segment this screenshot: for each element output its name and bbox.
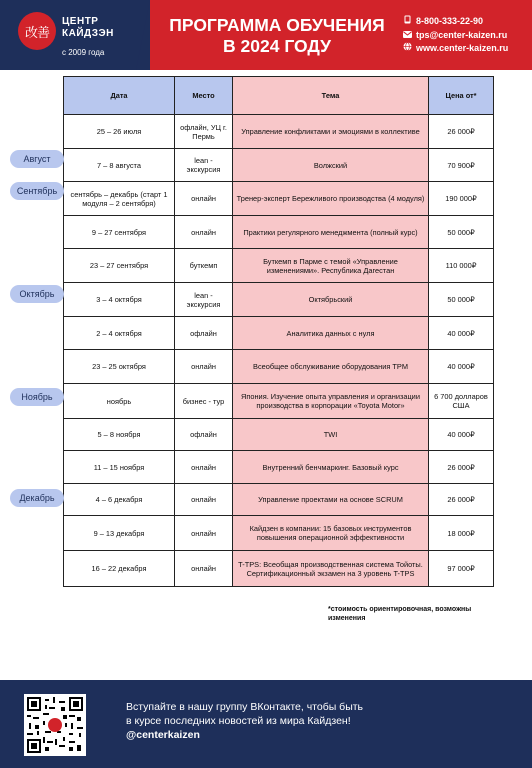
cell-topic: TWI: [233, 419, 429, 451]
cell-date: 11 – 15 ноября: [64, 451, 175, 484]
cell-price: 50 000₽: [429, 216, 494, 249]
footer-line1: Вступайте в нашу группу ВКонтакте, чтобы быть: [126, 701, 364, 713]
cell-date: 23 – 27 сентября: [64, 249, 175, 283]
title-line1: ПРОГРАММА ОБУЧЕНИЯ: [169, 15, 385, 35]
cell-place: онлайн: [175, 182, 233, 216]
table-row: [64, 516, 494, 551]
month-tab-october: Октябрь: [10, 285, 64, 303]
cell-topic: Октябрьский: [233, 283, 429, 317]
cell-topic: Япония. Изучение опыта управления и организации производства в корпорации «Toyota Motor»: [233, 384, 429, 419]
brand-name: [62, 16, 114, 40]
cell-date: 9 – 27 сентября: [64, 216, 175, 249]
brand-name-line1: ЦЕНТР: [62, 16, 99, 27]
cell-date: 7 – 8 августа: [64, 149, 175, 182]
cell-price: 50 000₽: [429, 283, 494, 317]
table-row: [64, 419, 494, 451]
cell-topic: Внутренний бенчмаркинг. Базовый курс: [233, 451, 429, 484]
cell-place: онлайн: [175, 551, 233, 587]
cell-topic: Тренер-эксперт Бережливого производства (4 модуля): [233, 182, 429, 216]
cell-price: 6 700 долларов США: [429, 384, 494, 419]
cell-topic: Аналитика данных с нуля: [233, 317, 429, 350]
schedule-table: [63, 76, 494, 587]
cell-place: буткемп: [175, 249, 233, 283]
table-header-row: [64, 77, 494, 115]
table-row: [64, 249, 494, 283]
cell-price: 40 000₽: [429, 317, 494, 350]
cell-date: 2 – 4 октября: [64, 317, 175, 350]
table-row: [64, 350, 494, 384]
table-row: [64, 216, 494, 249]
cell-topic: T-TPS: Всеобщая производственная система Тойоты. Сертификационный экзамен на 3 уровень T-TPS: [233, 551, 429, 587]
phone-icon: [402, 15, 412, 29]
cell-place: онлайн: [175, 216, 233, 249]
header-wedge: [136, 0, 150, 70]
cell-date: 23 – 25 октября: [64, 350, 175, 384]
table-row: [64, 182, 494, 216]
cell-topic: Управление конфликтами и эмоциями в коллективе: [233, 115, 429, 149]
contacts: [402, 15, 508, 56]
header-date: Дата: [64, 77, 175, 115]
cell-price: 26 000₽: [429, 484, 494, 516]
cell-price: 26 000₽: [429, 115, 494, 149]
email-text: tps@center-kaizen.ru: [416, 29, 508, 40]
footer-cta: [126, 700, 426, 742]
qr-logo-icon: [48, 718, 62, 732]
cell-date: 25 – 26 июля: [64, 115, 175, 149]
cell-place: онлайн: [175, 350, 233, 384]
cell-place: lean - экскурсия: [175, 149, 233, 182]
table-row: [64, 551, 494, 587]
cell-price: 190 000₽: [429, 182, 494, 216]
table-row: [64, 149, 494, 182]
contact-phone[interactable]: [402, 15, 508, 29]
cell-date: 4 – 6 декабря: [64, 484, 175, 516]
cell-price: 26 000₽: [429, 451, 494, 484]
cell-place: онлайн: [175, 484, 233, 516]
vk-handle[interactable]: @centerkaizen: [126, 729, 200, 741]
phone-text: 8-800-333-22-90: [416, 16, 484, 26]
cell-place: бизнес - тур: [175, 384, 233, 419]
table-row: [64, 384, 494, 419]
header-price: Цена от*: [429, 77, 494, 115]
brand-since: с 2009 года: [62, 48, 105, 57]
cell-place: онлайн: [175, 451, 233, 484]
table-row: [64, 484, 494, 516]
table-row: [64, 115, 494, 149]
globe-icon: [402, 42, 412, 56]
cell-topic: Практики регулярного менеджмента (полный курс): [233, 216, 429, 249]
cell-price: 97 000₽: [429, 551, 494, 587]
cell-place: онлайн: [175, 516, 233, 551]
cell-topic: Всеобщее обслуживание оборудования TPM: [233, 350, 429, 384]
title-line2: В 2024 ГОДУ: [223, 36, 331, 56]
cell-date: 9 – 13 декабря: [64, 516, 175, 551]
cell-date: 16 – 22 декабря: [64, 551, 175, 587]
cell-place: офлайн: [175, 419, 233, 451]
cell-price: 110 000₽: [429, 249, 494, 283]
cell-place: офлайн, УЦ г. Пермь: [175, 115, 233, 149]
cell-place: lean - экскурсия: [175, 283, 233, 317]
month-tab-september: Сентябрь: [10, 182, 64, 200]
website-text: www.center-kaizen.ru: [416, 43, 509, 53]
header: [0, 0, 532, 70]
contact-email[interactable]: [402, 29, 508, 43]
cell-date: ноябрь: [64, 384, 175, 419]
mail-icon: [402, 29, 412, 43]
cell-price: 40 000₽: [429, 419, 494, 451]
table-row: [64, 283, 494, 317]
cell-price: 40 000₽: [429, 350, 494, 384]
month-tab-november: Ноябрь: [10, 388, 64, 406]
brand-name-line2: КАЙДЗЭН: [62, 28, 114, 39]
month-tab-december: Декабрь: [10, 489, 64, 507]
price-footnote: *стоимость ориентировочная, возможны изменения: [328, 606, 472, 622]
month-tab-august: Август: [10, 150, 64, 168]
cell-price: 18 000₽: [429, 516, 494, 551]
cell-topic: Буткемп в Парме с темой «Управление изменениями». Республика Дагестан: [233, 249, 429, 283]
cell-date: 3 – 4 октября: [64, 283, 175, 317]
cell-place: офлайн: [175, 317, 233, 350]
table-row: [64, 451, 494, 484]
header-topic: Тема: [233, 77, 429, 115]
kaizen-logo: 改善: [18, 12, 56, 50]
header-place: Место: [175, 77, 233, 115]
cell-topic: Кайдзен в компании: 15 базовых инструментов повышения операционной эффективности: [233, 516, 429, 551]
cell-price: 70 900₽: [429, 149, 494, 182]
cell-topic: Волжский: [233, 149, 429, 182]
cell-date: 5 – 8 ноября: [64, 419, 175, 451]
cell-topic: Управление проектами на основе SCRUM: [233, 484, 429, 516]
cell-date: сентябрь – декабрь (старт 1 модуля – 2 сентября): [64, 182, 175, 216]
contact-website[interactable]: [402, 42, 508, 56]
table-row: [64, 317, 494, 350]
page-title: [162, 15, 392, 57]
footer-line2: в курсе последних новостей из мира Кайдзен!: [126, 715, 351, 727]
